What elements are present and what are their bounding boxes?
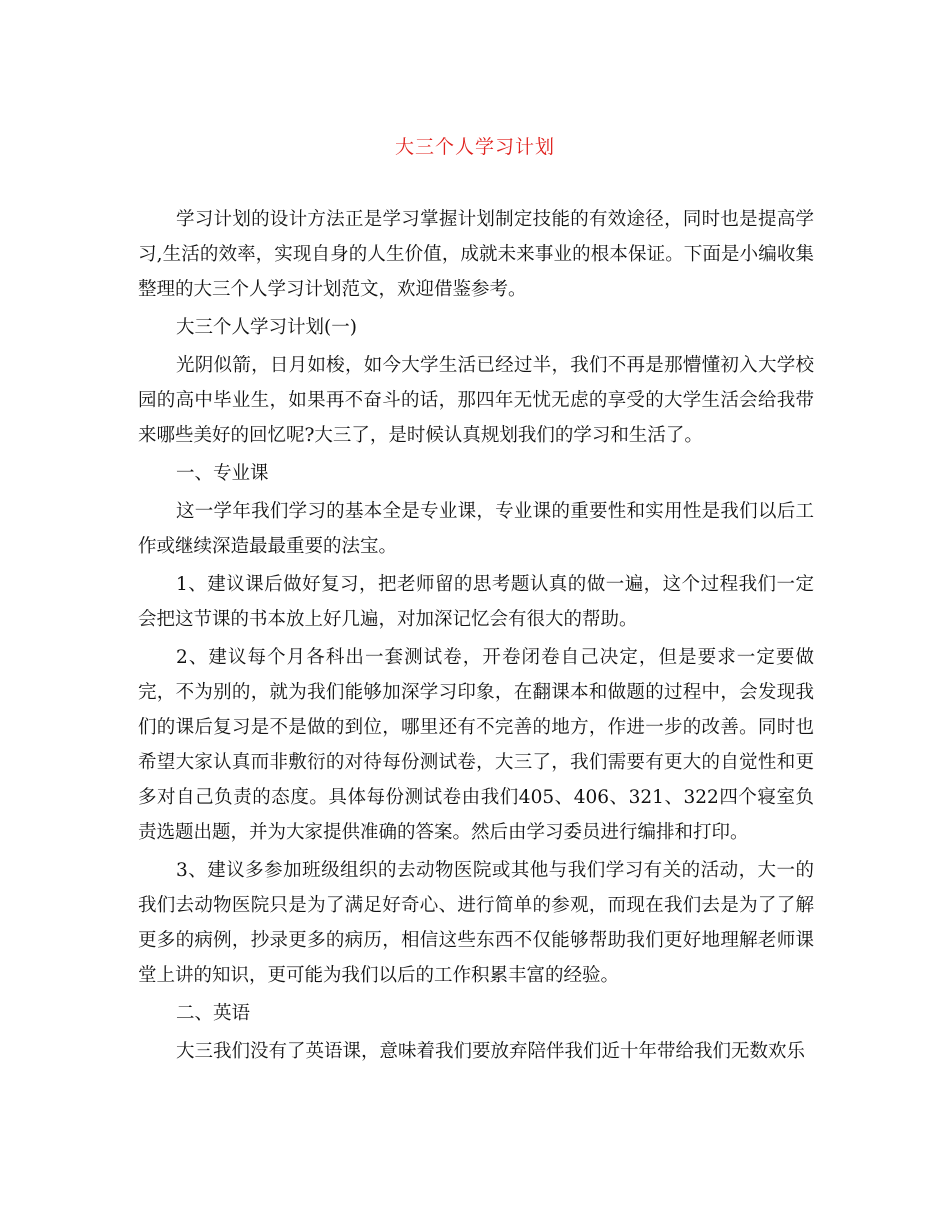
section-heading-major-courses: 一、专业课 [176, 463, 269, 484]
list-item: 3、建议多参加班级组织的去动物医院或其他与我们学习有关的活动，大一的我们去动物医院只是为了满足好奇心、进行简单的参观，而现在我们去是为了了解更多的病例，抄录更多的病历，相信这些东西不仅能够帮助我们更好地理解老师课堂上讲的知识，更可能为我们以后的工作积累丰富的经验。 [138, 860, 814, 986]
list-item: 1、建议课后做好复习，把老师留的思考题认真的做一遍，这个过程我们一定会把这节课的书本放上好几遍，对加深记忆会有很大的帮助。 [138, 574, 814, 630]
body-paragraph: 光阴似箭，日月如梭，如今大学生活已经过半，我们不再是那懵懂初入大学校园的高中毕业生，如果再不奋斗的话，那四年无忧无虑的享受的大学生活会给我带来哪些美好的回忆呢?大三了，是时候认真规划我们的学习和生活了。 [138, 355, 814, 446]
body-paragraph: 这一学年我们学习的基本全是专业课，专业课的重要性和实用性是我们以后工作或继续深造最最重要的法宝。 [138, 501, 814, 557]
body-paragraph: 大三我们没有了英语课，意味着我们要放弃陪伴我们近十年带给我们无数欢乐 [176, 1041, 806, 1062]
section-heading-plan-one: 大三个人学习计划(一) [176, 317, 357, 338]
document-title: 大三个人学习计划 [394, 136, 555, 158]
intro-paragraph: 学习计划的设计方法正是学习掌握计划制定技能的有效途径，同时也是提高学习,生活的效率，实现自身的人生价值，成就未来事业的根本保证。下面是小编收集整理的大三个人学习计划范文，欢迎借鉴参考。 [138, 209, 814, 300]
section-heading-english: 二、英语 [176, 1003, 251, 1024]
document-body [138, 202, 814, 1072]
list-item: 2、建议每个月各科出一套测试卷，开卷闭卷自己决定，但是要求一定要做完，不为别的，就为我们能够加深学习印象，在翻课本和做题的过程中，会发现我们的课后复习是不是做的到位，哪里还有不完善的地方，作进一步的改善。同时也希望大家认真而非敷衍的对待每份测试卷，大三了，我们需要有更大的自觉性和更多对自己负责的态度。具体每份测试卷由我们405、406、321、322四个寝室负责选题出题，并为大家提供准确的答案。然后由学习委员进行编排和打印。 [138, 647, 814, 843]
